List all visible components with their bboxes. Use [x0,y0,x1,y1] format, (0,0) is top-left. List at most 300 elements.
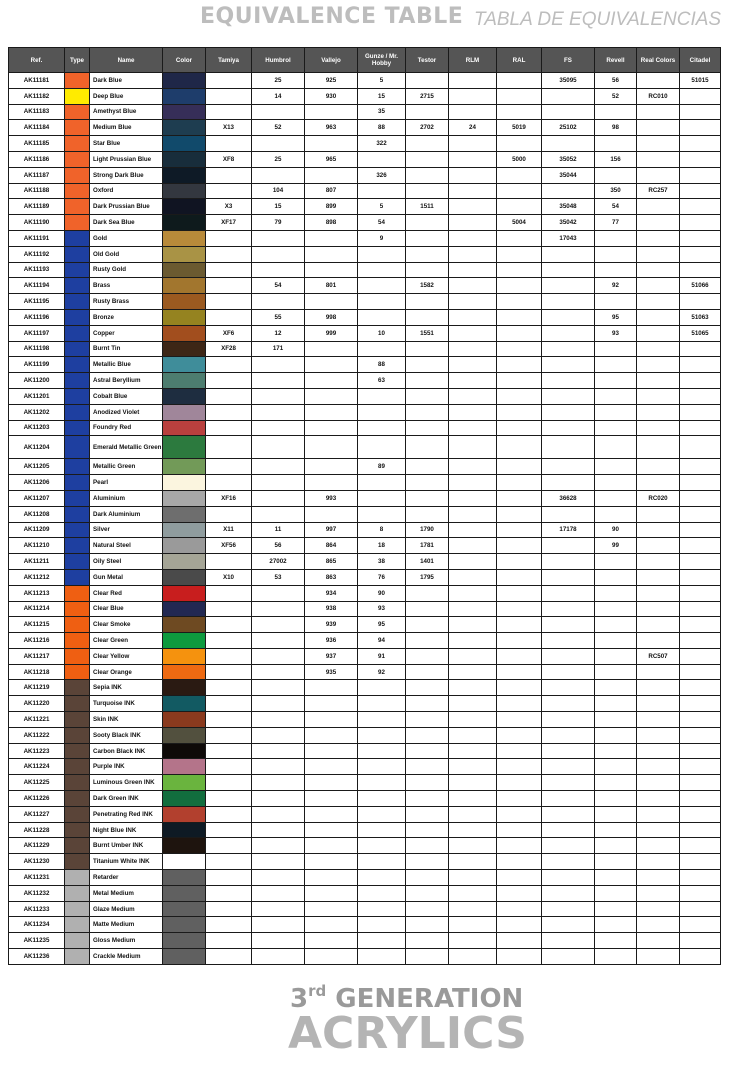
ral-cell [497,104,542,120]
tamiya-cell [206,759,252,775]
real-colors-cell [637,294,680,310]
ral-cell [497,617,542,633]
fs-cell [542,601,595,617]
fs-cell [542,475,595,491]
vallejo-cell [305,230,358,246]
gunze-cell [358,151,406,167]
type-swatch [65,136,90,152]
rlm-cell: 24 [449,120,497,136]
ral-cell [497,585,542,601]
tamiya-cell [206,388,252,404]
color-swatch [163,727,206,743]
fs-cell [542,806,595,822]
real-colors-cell [637,104,680,120]
testor-cell: 1781 [406,538,449,554]
humbrol-cell: 104 [252,183,305,199]
rlm-cell [449,696,497,712]
name-cell: Aluminium [90,490,163,506]
color-swatch [163,870,206,886]
table-row [9,648,721,664]
vallejo-cell: 864 [305,538,358,554]
fs-cell [542,633,595,649]
color-swatch [163,215,206,231]
testor-cell: 1401 [406,554,449,570]
name-cell: Brass [90,278,163,294]
revell-cell: 156 [595,151,637,167]
ref-cell: AK11189 [9,199,65,215]
color-swatch [163,262,206,278]
testor-cell [406,806,449,822]
fs-cell [542,712,595,728]
real-colors-cell [637,73,680,89]
ref-cell: AK11183 [9,104,65,120]
name-cell: Dark Green INK [90,791,163,807]
type-swatch [65,104,90,120]
humbrol-cell [252,854,305,870]
humbrol-cell: 53 [252,569,305,585]
column-header: Citadel [680,48,721,73]
real-colors-cell [637,917,680,933]
testor-cell: 1551 [406,325,449,341]
name-cell: Amethyst Blue [90,104,163,120]
revell-cell: 92 [595,278,637,294]
fs-cell [542,436,595,459]
gunze-cell [358,183,406,199]
revell-cell [595,388,637,404]
humbrol-cell [252,357,305,373]
revell-cell [595,585,637,601]
column-header: Color [163,48,206,73]
table-row [9,104,721,120]
humbrol-cell [252,633,305,649]
revell-cell: 98 [595,120,637,136]
humbrol-cell: 12 [252,325,305,341]
color-swatch [163,373,206,389]
humbrol-cell [252,585,305,601]
ral-cell [497,664,542,680]
name-cell: Retarder [90,870,163,886]
tamiya-cell [206,420,252,436]
real-colors-cell [637,727,680,743]
revell-cell [595,712,637,728]
table-row [9,459,721,475]
real-colors-cell [637,554,680,570]
fs-cell: 35052 [542,151,595,167]
rlm-cell [449,341,497,357]
rlm-cell [449,854,497,870]
table-body [9,73,721,965]
real-colors-cell [637,120,680,136]
revell-cell [595,664,637,680]
vallejo-cell [305,743,358,759]
real-colors-cell [637,199,680,215]
fs-cell [542,870,595,886]
color-swatch [163,838,206,854]
gunze-cell: 76 [358,569,406,585]
humbrol-cell: 27002 [252,554,305,570]
ref-cell: AK11192 [9,246,65,262]
real-colors-cell [637,475,680,491]
citadel-cell [680,262,721,278]
name-cell: Metal Medium [90,885,163,901]
ref-cell: AK11217 [9,648,65,664]
real-colors-cell [637,759,680,775]
citadel-cell [680,373,721,389]
color-swatch [163,822,206,838]
citadel-cell [680,341,721,357]
vallejo-cell: 938 [305,601,358,617]
name-cell: Clear Smoke [90,617,163,633]
ral-cell [497,775,542,791]
fs-cell [542,554,595,570]
table-row [9,569,721,585]
vallejo-cell: 925 [305,73,358,89]
citadel-cell [680,88,721,104]
ref-cell: AK11220 [9,696,65,712]
color-swatch [163,341,206,357]
testor-cell [406,680,449,696]
testor-cell [406,136,449,152]
real-colors-cell [637,136,680,152]
citadel-cell [680,104,721,120]
color-swatch [163,933,206,949]
ref-cell: AK11184 [9,120,65,136]
gunze-cell [358,696,406,712]
ref-cell: AK11196 [9,309,65,325]
gunze-cell [358,506,406,522]
type-swatch [65,617,90,633]
color-swatch [163,791,206,807]
table-row [9,838,721,854]
humbrol-cell [252,759,305,775]
type-swatch [65,404,90,420]
column-header: Revell [595,48,637,73]
ral-cell [497,601,542,617]
ral-cell [497,633,542,649]
revell-cell [595,436,637,459]
rlm-cell [449,743,497,759]
testor-cell [406,357,449,373]
ral-cell [497,373,542,389]
gunze-cell [358,870,406,886]
column-header: Real Colors [637,48,680,73]
real-colors-cell [637,373,680,389]
tamiya-cell [206,88,252,104]
real-colors-cell [637,617,680,633]
color-swatch [163,230,206,246]
color-swatch [163,294,206,310]
name-cell: Burnt Tin [90,341,163,357]
revell-cell [595,885,637,901]
citadel-cell [680,120,721,136]
testor-cell [406,388,449,404]
vallejo-cell [305,901,358,917]
ref-cell: AK11205 [9,459,65,475]
brand-line1: GENERATION [335,984,524,1014]
ral-cell [497,854,542,870]
table-row [9,278,721,294]
revell-cell [595,933,637,949]
citadel-cell [680,680,721,696]
rlm-cell [449,151,497,167]
ral-cell [497,917,542,933]
real-colors-cell: RC020 [637,490,680,506]
ref-cell: AK11213 [9,585,65,601]
type-swatch [65,309,90,325]
name-cell: Dark Aluminium [90,506,163,522]
ref-cell: AK11221 [9,712,65,728]
revell-cell: 52 [595,88,637,104]
type-swatch [65,727,90,743]
ral-cell [497,870,542,886]
table-row [9,680,721,696]
type-swatch [65,373,90,389]
ref-cell: AK11187 [9,167,65,183]
fs-cell [542,727,595,743]
citadel-cell: 51015 [680,73,721,89]
name-cell: Glaze Medium [90,901,163,917]
tamiya-cell [206,585,252,601]
fs-cell [542,743,595,759]
table-row [9,664,721,680]
ref-cell: AK11203 [9,420,65,436]
revell-cell [595,569,637,585]
real-colors-cell [637,357,680,373]
rlm-cell [449,585,497,601]
citadel-cell [680,459,721,475]
gunze-cell: 322 [358,136,406,152]
brand-ordinal-suffix: rd [308,982,327,1000]
vallejo-cell [305,294,358,310]
name-cell: Purple INK [90,759,163,775]
ref-cell: AK11200 [9,373,65,389]
humbrol-cell [252,459,305,475]
testor-cell [406,696,449,712]
rlm-cell [449,664,497,680]
gunze-cell [358,775,406,791]
name-cell: Strong Dark Blue [90,167,163,183]
testor-cell [406,215,449,231]
testor-cell [406,712,449,728]
real-colors-cell [637,601,680,617]
ref-cell: AK11218 [9,664,65,680]
testor-cell: 1790 [406,522,449,538]
rlm-cell [449,727,497,743]
ral-cell [497,522,542,538]
color-swatch [163,949,206,965]
vallejo-cell [305,712,358,728]
gunze-cell [358,388,406,404]
vallejo-cell [305,506,358,522]
rlm-cell [449,420,497,436]
real-colors-cell [637,854,680,870]
color-swatch [163,490,206,506]
humbrol-cell: 11 [252,522,305,538]
fs-cell: 17043 [542,230,595,246]
ref-cell: AK11209 [9,522,65,538]
name-cell: Natural Steel [90,538,163,554]
name-cell: Skin INK [90,712,163,728]
gunze-cell [358,712,406,728]
humbrol-cell [252,388,305,404]
rlm-cell [449,680,497,696]
tamiya-cell [206,436,252,459]
citadel-cell [680,554,721,570]
gunze-cell [358,759,406,775]
vallejo-cell [305,696,358,712]
table-row [9,712,721,728]
humbrol-cell [252,648,305,664]
color-swatch [163,917,206,933]
type-swatch [65,569,90,585]
revell-cell [595,854,637,870]
humbrol-cell: 54 [252,278,305,294]
testor-cell [406,775,449,791]
color-swatch [163,538,206,554]
table-row [9,933,721,949]
fs-cell [542,664,595,680]
ral-cell [497,490,542,506]
table-row [9,696,721,712]
type-swatch [65,151,90,167]
rlm-cell [449,917,497,933]
tamiya-cell: X11 [206,522,252,538]
vallejo-cell [305,459,358,475]
humbrol-cell [252,404,305,420]
rlm-cell [449,949,497,965]
ral-cell [497,230,542,246]
revell-cell [595,262,637,278]
gunze-cell [358,949,406,965]
gunze-cell [358,791,406,807]
humbrol-cell [252,917,305,933]
ref-cell: AK11208 [9,506,65,522]
fs-cell [542,759,595,775]
rlm-cell [449,538,497,554]
humbrol-cell [252,617,305,633]
name-cell: Night Blue INK [90,822,163,838]
brand-logo [0,980,750,1060]
name-cell: Luminous Green INK [90,775,163,791]
tamiya-cell [206,73,252,89]
ref-cell: AK11232 [9,885,65,901]
tamiya-cell [206,870,252,886]
testor-cell [406,727,449,743]
real-colors-cell [637,885,680,901]
fs-cell [542,569,595,585]
gunze-cell: 90 [358,585,406,601]
type-swatch [65,278,90,294]
gunze-cell [358,246,406,262]
gunze-cell [358,822,406,838]
rlm-cell [449,933,497,949]
revell-cell [595,167,637,183]
revell-cell: 90 [595,522,637,538]
gunze-cell [358,743,406,759]
citadel-cell [680,357,721,373]
vallejo-cell: 934 [305,585,358,601]
ref-cell: AK11206 [9,475,65,491]
vallejo-cell [305,870,358,886]
color-swatch [163,506,206,522]
ral-cell [497,554,542,570]
ral-cell [497,294,542,310]
vallejo-cell [305,791,358,807]
revell-cell: 77 [595,215,637,231]
gunze-cell: 38 [358,554,406,570]
gunze-cell [358,490,406,506]
fs-cell: 35044 [542,167,595,183]
revell-cell [595,633,637,649]
column-header: Testor [406,48,449,73]
real-colors-cell [637,664,680,680]
tamiya-cell [206,294,252,310]
citadel-cell [680,569,721,585]
revell-cell [595,727,637,743]
ref-cell: AK11211 [9,554,65,570]
revell-cell [595,696,637,712]
revell-cell: 99 [595,538,637,554]
rlm-cell [449,838,497,854]
type-swatch [65,183,90,199]
color-swatch [163,309,206,325]
fs-cell [542,933,595,949]
fs-cell [542,104,595,120]
ral-cell [497,167,542,183]
revell-cell [595,648,637,664]
humbrol-cell: 56 [252,538,305,554]
testor-cell [406,854,449,870]
humbrol-cell [252,294,305,310]
ral-cell [497,696,542,712]
tamiya-cell [206,885,252,901]
ref-cell: AK11188 [9,183,65,199]
rlm-cell [449,554,497,570]
color-swatch [163,136,206,152]
rlm-cell [449,278,497,294]
table-row [9,183,721,199]
ral-cell [497,791,542,807]
table-row [9,759,721,775]
revell-cell [595,917,637,933]
vallejo-cell: 899 [305,199,358,215]
tamiya-cell [206,459,252,475]
citadel-cell [680,151,721,167]
vallejo-cell [305,759,358,775]
ref-cell: AK11193 [9,262,65,278]
fs-cell [542,404,595,420]
ref-cell: AK11228 [9,822,65,838]
type-swatch [65,490,90,506]
name-cell: Titanium White INK [90,854,163,870]
gunze-cell: 93 [358,601,406,617]
fs-cell [542,420,595,436]
tamiya-cell [206,806,252,822]
gunze-cell [358,901,406,917]
name-cell: Metallic Blue [90,357,163,373]
table-row [9,538,721,554]
table-row [9,262,721,278]
table-row [9,522,721,538]
fs-cell [542,357,595,373]
name-cell: Penetrating Red INK [90,806,163,822]
testor-cell [406,230,449,246]
ral-cell [497,949,542,965]
type-swatch [65,933,90,949]
vallejo-cell [305,136,358,152]
type-swatch [65,901,90,917]
real-colors-cell [637,151,680,167]
